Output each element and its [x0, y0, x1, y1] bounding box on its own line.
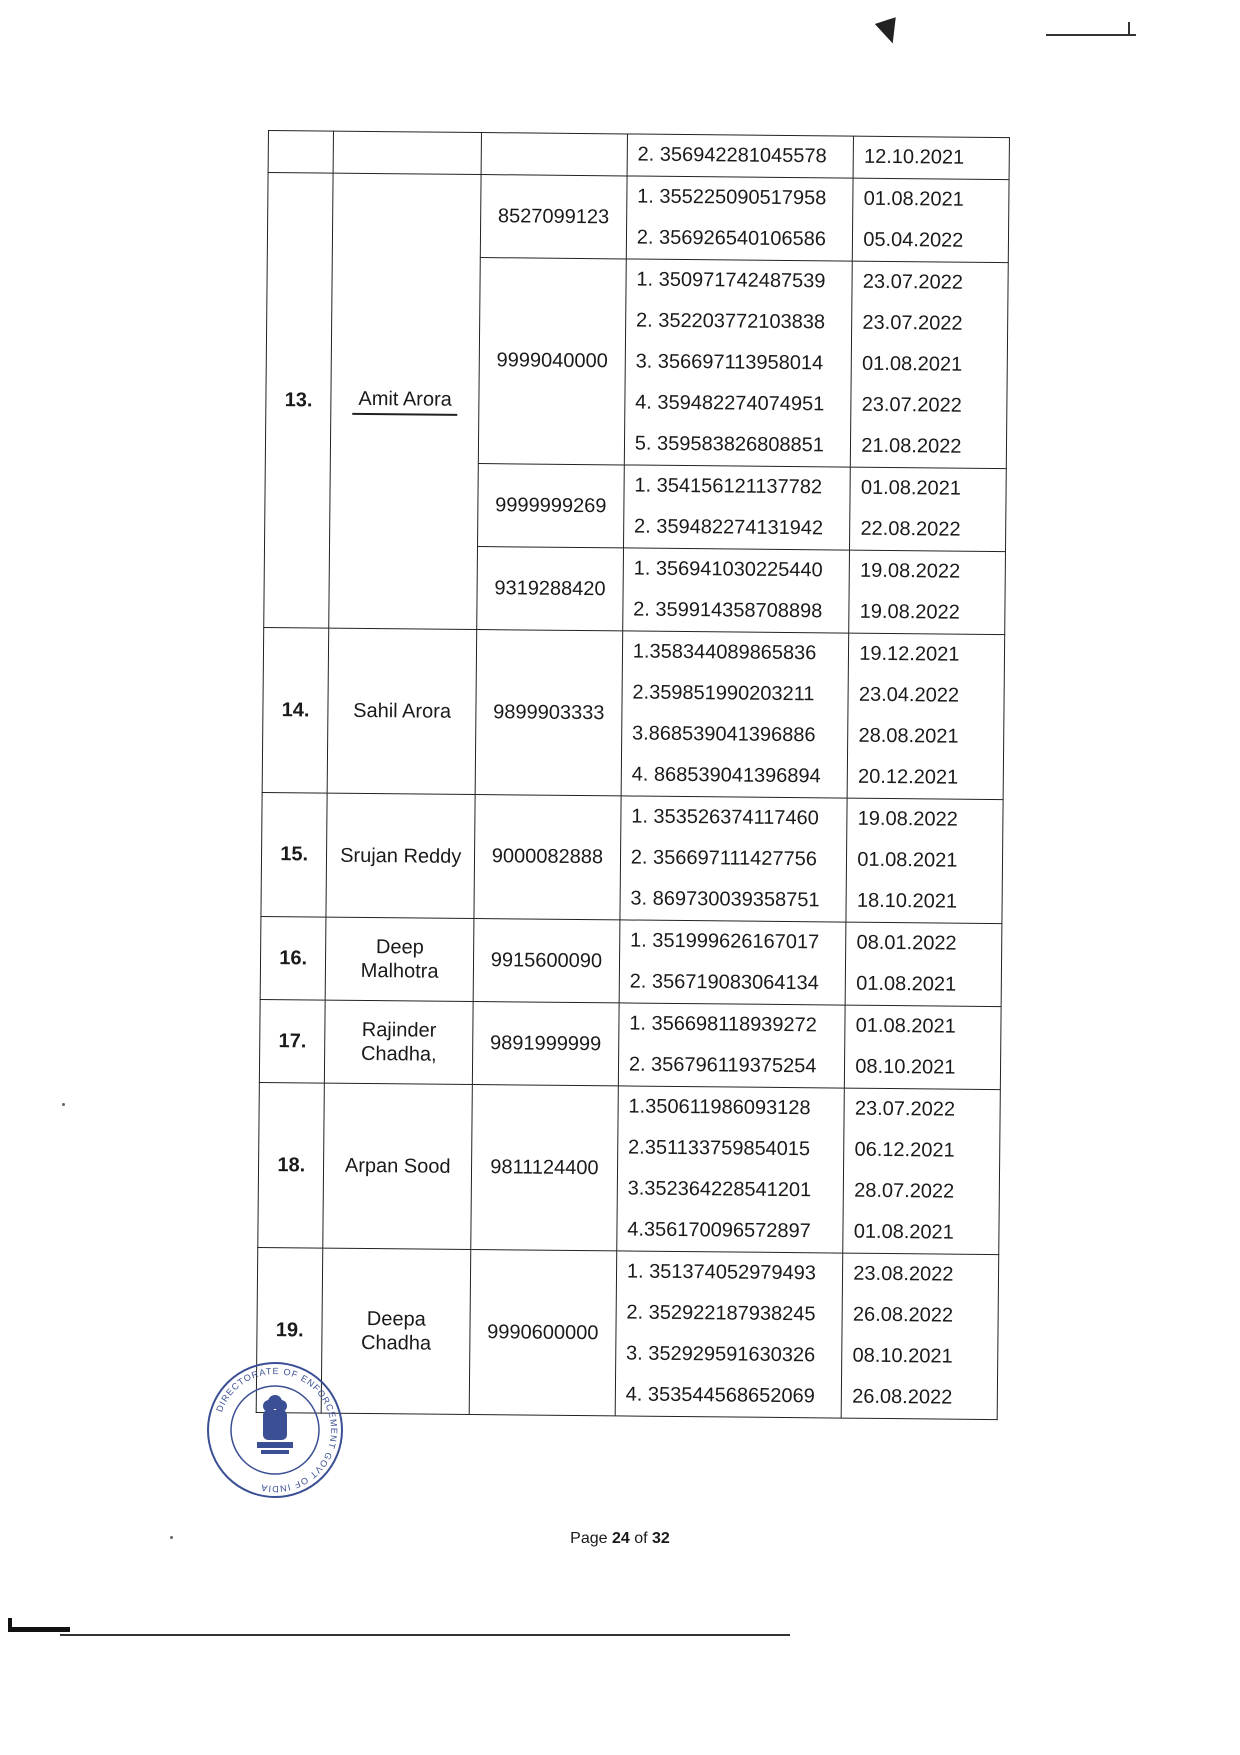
date-cell: [850, 467, 1006, 551]
serial-number: 13.: [264, 173, 334, 629]
date-value: 08.10.2021: [855, 1055, 956, 1079]
imei-value: 2.359851990203211: [632, 681, 815, 706]
scan-speck: [62, 1103, 65, 1106]
directorate-seal: [205, 1360, 345, 1500]
scan-mark-line: [1046, 34, 1136, 36]
person-name: Arpan Sood: [323, 1083, 472, 1249]
date-value: 05.04.2022: [863, 228, 964, 252]
imei-value: 2. 356942281045578: [637, 143, 827, 168]
person-name: Srujan Reddy: [326, 793, 475, 918]
imei-cell: [617, 1086, 845, 1253]
imei-value: 1. 351999626167017: [629, 929, 820, 954]
phone-number: 9999040000: [478, 258, 626, 465]
date-value: 19.08.2022: [857, 807, 958, 831]
imei-value: 2. 359914358708898: [633, 598, 823, 623]
imei-value: 2. 356697111427756: [630, 846, 818, 871]
date-value: 08.10.2021: [852, 1344, 953, 1368]
date-value: 23.04.2022: [858, 683, 960, 707]
serial-cell: [268, 131, 334, 174]
imei-value: 1. 356941030225440: [633, 557, 823, 582]
date-value: 12.10.2021: [863, 145, 965, 169]
phone-number: 9891999999: [472, 1002, 619, 1086]
imei-cell: [626, 176, 853, 261]
footer-prefix: Page: [570, 1530, 612, 1547]
date-value: 19.08.2022: [859, 559, 961, 583]
imei-value: 2. 352922187938245: [626, 1301, 816, 1326]
imei-value: 1. 356698118939272: [629, 1012, 817, 1037]
imei-value: 5. 359583826808851: [634, 432, 825, 457]
date-value: 23.08.2022: [853, 1262, 954, 1286]
date-cell: [841, 1253, 998, 1419]
date-value: 26.08.2022: [852, 1303, 954, 1327]
scan-mark-corner: [8, 1618, 70, 1632]
imei-value: 4. 359482274074951: [635, 391, 825, 416]
date-value: 18.10.2021: [856, 889, 958, 913]
imei-value: 3. 352929591630326: [625, 1342, 816, 1367]
phone-number: 9999999269: [477, 464, 624, 548]
date-cell: [853, 178, 1009, 262]
imei-value: 3. 869730039358751: [630, 887, 820, 912]
imei-value: 2.351133759854015: [627, 1136, 811, 1161]
imei-value: 4. 353544568652069: [625, 1383, 815, 1408]
date-value: 01.08.2021: [860, 476, 962, 500]
imei-cell: [623, 465, 850, 550]
person-name: Rajinder Chadha,: [325, 1000, 473, 1084]
imei-value: 4.356170096572897: [627, 1218, 811, 1243]
phone-number: 9990600000: [469, 1249, 616, 1415]
phone-number: 9915600090: [473, 919, 620, 1003]
date-value: 28.08.2021: [858, 724, 959, 748]
date-cell: [853, 136, 1009, 179]
table-row: [260, 916, 1002, 1006]
date-cell: [846, 798, 1003, 923]
date-value: 23.07.2022: [862, 270, 964, 294]
imei-value: 3.352364228541201: [627, 1177, 812, 1202]
footer-middle: of: [629, 1530, 653, 1547]
imei-value: 2. 359482274131942: [633, 515, 824, 540]
date-value: 08.01.2022: [856, 931, 957, 955]
imei-value: 1. 350971742487539: [636, 268, 826, 293]
imei-value: 3.868539041396886: [631, 722, 816, 747]
imei-cell: [621, 631, 849, 798]
current-page: 24: [611, 1530, 630, 1547]
imei-value: 1. 354156121137782: [634, 474, 823, 499]
imei-table: [256, 130, 1010, 1420]
phone-number: 9811124400: [471, 1085, 618, 1251]
date-value: 19.08.2022: [859, 600, 960, 624]
serial-number: 16.: [260, 916, 326, 1000]
imei-cell: [615, 1251, 843, 1418]
date-value: 22.08.2022: [860, 517, 961, 541]
date-value: 01.08.2021: [853, 1220, 954, 1244]
imei-cell: [618, 1003, 845, 1088]
table-row: [259, 999, 1001, 1089]
date-cell: [851, 261, 1009, 468]
date-cell: [843, 1088, 1000, 1254]
imei-value: 2. 356796119375254: [628, 1053, 817, 1078]
phone-cell: [481, 133, 627, 176]
date-cell: [845, 922, 1001, 1006]
svg-text:DIRECTORATE OF ENFORCEMENT GOV: DIRECTORATE OF ENFORCEMENT GOVT OF INDIA: [214, 1365, 340, 1495]
phone-number: 9899903333: [475, 630, 622, 796]
date-value: 28.07.2022: [854, 1179, 955, 1203]
date-value: 01.08.2021: [863, 187, 964, 211]
person-name-text: Amit Arora: [352, 387, 458, 416]
date-value: 26.08.2022: [852, 1385, 953, 1409]
table-row: [262, 627, 1005, 799]
person-name: Sahil Arora: [328, 628, 477, 794]
date-cell: [849, 550, 1005, 634]
imei-cell: [620, 796, 848, 922]
imei-value: 1. 351374052979493: [626, 1260, 817, 1285]
scan-mark-tick: [1128, 22, 1130, 36]
serial-number: 18.: [258, 1082, 325, 1248]
date-value: 23.07.2022: [854, 1097, 956, 1121]
serial-number: 15.: [261, 792, 328, 917]
date-value: 19.12.2021: [859, 642, 960, 666]
person-name: Deep Malhotra: [326, 917, 474, 1001]
table-row: [267, 173, 1009, 263]
person-name: Deepa Chadha: [322, 1248, 471, 1414]
scan-mark-triangle: [875, 17, 903, 47]
table-row: [268, 131, 1009, 180]
imei-cell: [627, 134, 854, 178]
serial-number: 19.: [256, 1247, 323, 1413]
imei-value: 3. 356697113958014: [635, 350, 824, 375]
imei-cell: [619, 920, 846, 1005]
date-value: 06.12.2021: [854, 1138, 955, 1162]
imei-value: 4. 868539041396894: [631, 763, 821, 788]
scan-mark-bottom-line: [60, 1634, 790, 1636]
name-cell: [334, 131, 482, 174]
imei-value: 1. 353526374117460: [631, 805, 819, 830]
person-name: [329, 173, 481, 629]
table-row: [256, 1247, 999, 1419]
date-cell: [847, 633, 1004, 799]
serial-number: 14.: [262, 627, 329, 793]
date-value: 21.08.2022: [861, 434, 962, 458]
page-footer: [0, 1530, 1240, 1548]
state-emblem-icon: [257, 1395, 293, 1454]
date-value: 01.08.2021: [855, 1014, 956, 1038]
date-value: 01.08.2021: [856, 972, 957, 996]
table-row: [258, 1082, 1001, 1254]
imei-cell: [624, 259, 852, 467]
imei-value: 2. 356926540106586: [636, 226, 827, 251]
phone-number: 9319288420: [477, 547, 624, 631]
imei-value: 1. 355225090517958: [637, 185, 827, 210]
total-pages: 32: [652, 1530, 670, 1547]
imei-value: 1.350611986093128: [628, 1095, 811, 1120]
date-value: 20.12.2021: [858, 765, 959, 789]
date-value: 23.07.2022: [862, 311, 963, 335]
date-value: 01.08.2021: [857, 848, 958, 872]
date-value: 01.08.2021: [861, 352, 963, 376]
imei-value: 1.358344089865836: [632, 640, 817, 665]
phone-number: 8527099123: [480, 175, 627, 259]
phone-number: 9000082888: [474, 795, 621, 920]
date-cell: [845, 1005, 1001, 1089]
imei-value: 2. 352203772103838: [635, 309, 826, 334]
imei-value: 2. 356719083064134: [629, 970, 819, 995]
date-value: 23.07.2022: [861, 393, 962, 417]
imei-cell: [623, 548, 850, 633]
table-row: [261, 792, 1003, 923]
serial-number: 17.: [259, 999, 325, 1083]
